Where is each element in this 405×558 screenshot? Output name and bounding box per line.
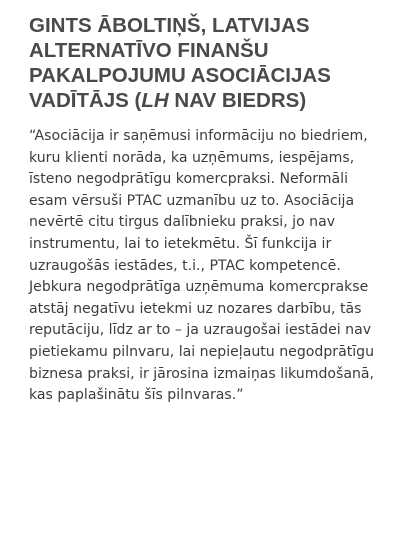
quote-paragraph: “Asociācija ir saņēmusi informāciju no biedriem, kuru klienti norāda, ka uzņēmums, iespējams, īsteno negodprātīgu komercpraksi. Neformāli esam vērsuši PTAC uzmanību uz to. Asociācija nevērtē citu tirgus dalībnieku praksi, jo nav instrumentu, lai to ietekmētu. Šī funkcija ir uzraugošās iestādes, t.i., PTAC kompetencē. Jebkura negodprātīga uzņēmuma komercprakse atstāj negatīvu ietekmi uz nozares darbību, tās reputāciju, līdz ar to – ja uzraugošai iestādei nav pietiekamu pilnvaru, lai nepieļautu negodprātīgu biznesa praksi, ir jārosina izmaiņas likumdošanā, kas paplašinātu šīs pilnvaras.” (29, 128, 375, 404)
article-block (29, 13, 389, 407)
heading-text-before: GINTS ĀBOLTIŅŠ, LATVIJAS ALTERNATĪVO FINANŠU PAKALPOJUMU ASOCIĀCIJAS VADĪTĀJS ( (29, 14, 331, 112)
heading-italic-abbreviation: LH (141, 89, 169, 112)
speaker-heading (29, 13, 389, 113)
heading-text-after: NAV BIEDRS) (168, 89, 307, 112)
